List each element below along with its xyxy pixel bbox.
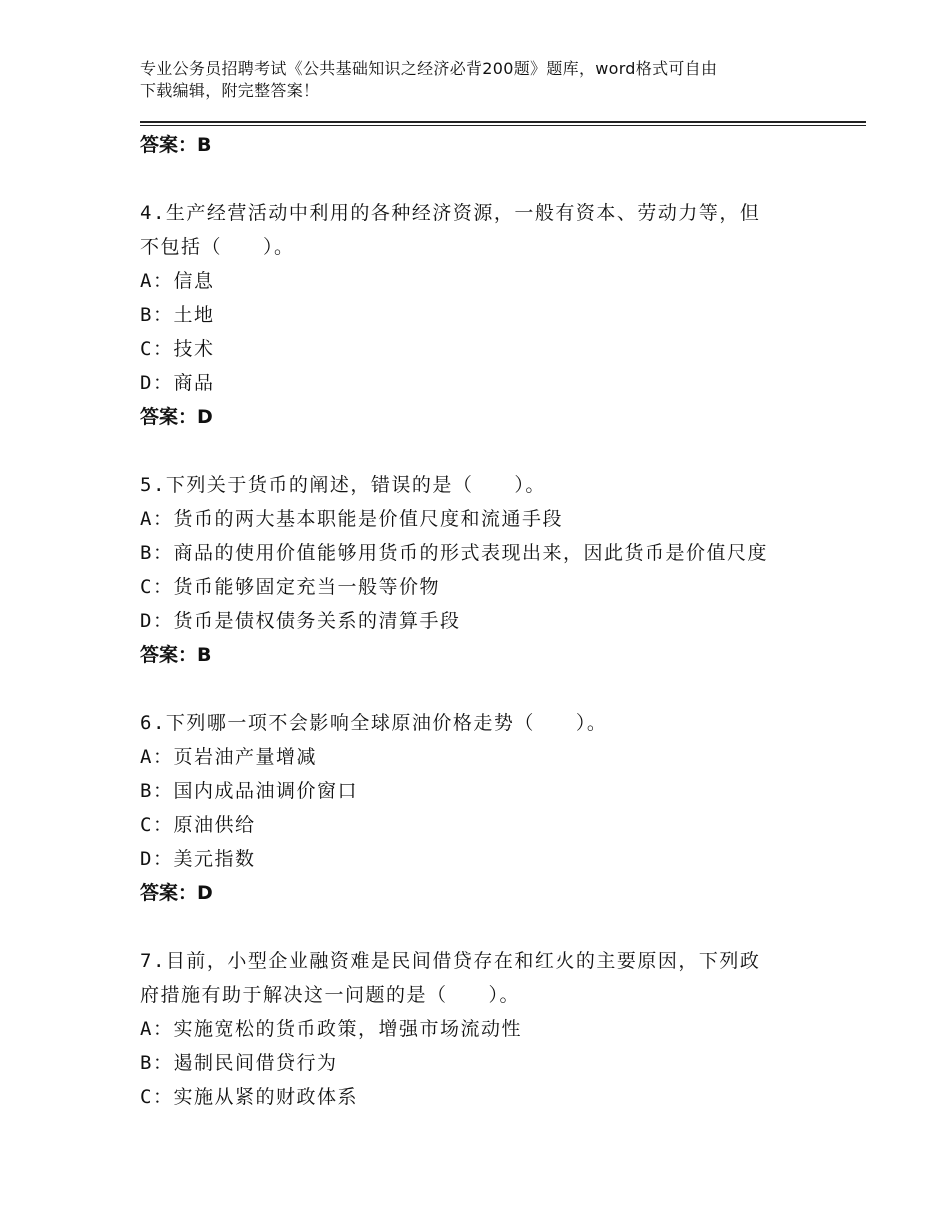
option-a: A：信息 <box>140 270 215 292</box>
question-7 <box>140 944 830 1114</box>
option-a: A：实施宽松的货币政策，增强市场流动性 <box>140 1018 522 1040</box>
option-b: B：遏制民间借贷行为 <box>140 1052 338 1074</box>
option-a: A：货币的两大基本职能是价值尺度和流通手段 <box>140 508 563 530</box>
option-a: A：页岩油产量增减 <box>140 746 317 768</box>
option-b: B：土地 <box>140 304 215 326</box>
question-5 <box>140 468 830 672</box>
header-line-2: 下载编辑，附完整答案！ <box>140 81 320 100</box>
question-list <box>140 128 830 1114</box>
question-stem: 4.生产经营活动中利用的各种经济资源，一般有资本、劳动力等，但 <box>140 202 761 224</box>
option-c: C：原油供给 <box>140 814 256 836</box>
question-stem: 5.下列关于货币的阐述，错误的是（ ）。 <box>140 474 546 496</box>
option-d: D：货币是债权债务关系的清算手段 <box>140 610 461 632</box>
option-c: C：实施从紧的财政体系 <box>140 1086 358 1108</box>
question-4 <box>140 196 830 434</box>
option-c: C：技术 <box>140 338 215 360</box>
header-line-1: 专业公务员招聘考试《公共基础知识之经济必背200题》题库，word格式可自由 <box>140 59 718 78</box>
question-stem: 府措施有助于解决这一问题的是（ ）。 <box>140 984 521 1006</box>
answer-label: 答案：B <box>140 134 212 156</box>
option-c: C：货币能够固定充当一般等价物 <box>140 576 440 598</box>
option-d: D：商品 <box>140 372 215 394</box>
header-rule-thick <box>140 121 866 123</box>
question-6 <box>140 706 830 910</box>
option-b: B：商品的使用价值能够用货币的形式表现出来，因此货币是价值尺度 <box>140 542 768 564</box>
option-d: D：美元指数 <box>140 848 256 870</box>
page-header <box>140 58 820 102</box>
answer-label: 答案：D <box>140 882 213 904</box>
question-stem: 6.下列哪一项不会影响全球原油价格走势（ ）。 <box>140 712 608 734</box>
header-rule-thin <box>140 125 866 126</box>
option-b: B：国内成品油调价窗口 <box>140 780 358 802</box>
answer-label: 答案：D <box>140 406 213 428</box>
question-stem: 7.目前，小型企业融资难是民间借贷存在和红火的主要原因，下列政 <box>140 950 761 972</box>
answer-label: 答案：B <box>140 644 212 666</box>
question-stem: 不包括（ ）。 <box>140 236 295 258</box>
